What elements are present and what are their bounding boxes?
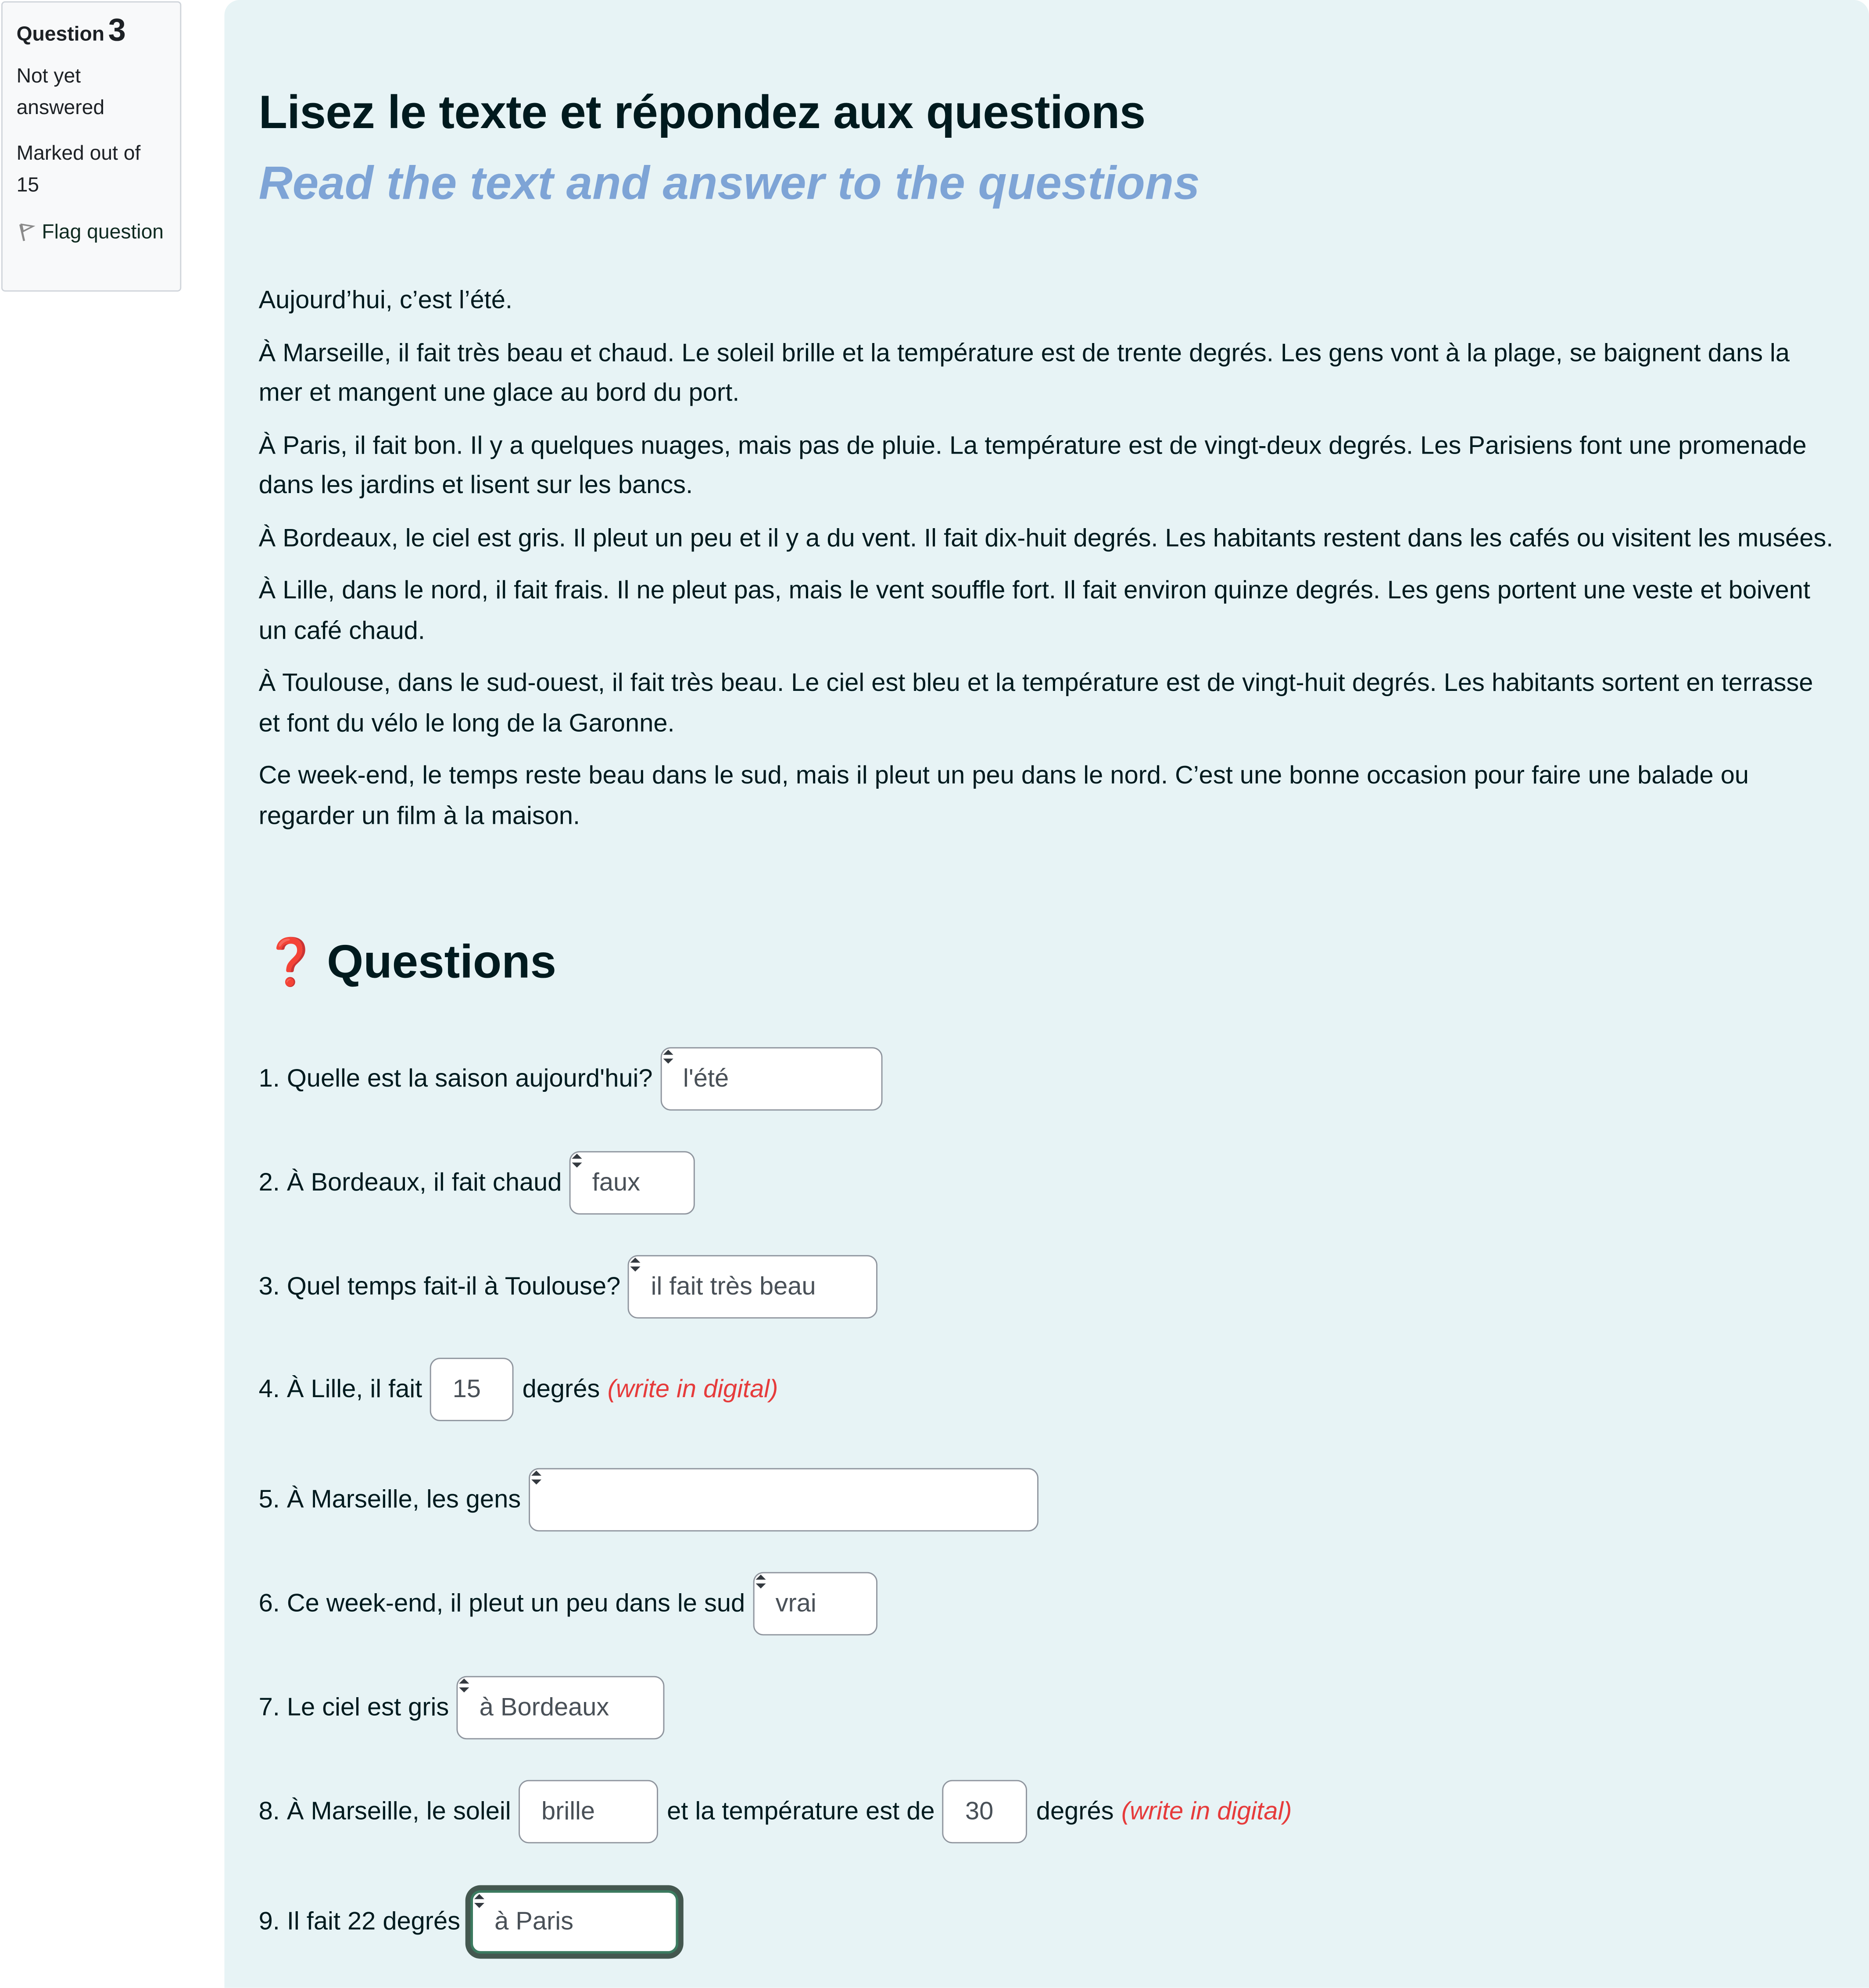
reading-text — [259, 282, 1837, 850]
question-content-panel — [225, 0, 1869, 1988]
question-row-4 — [259, 1358, 778, 1421]
paragraph: À Bordeaux, le ciel est gris. Il pleut un peu et il y a du vent. Il fait dix-huit degrés. Les habitants restent dans les cafés ou visitent les musées. — [258, 524, 1833, 552]
question-row-1 — [259, 1047, 882, 1111]
select-arrows-icon — [662, 1048, 674, 1066]
question-label: 6. Ce week-end, il pleut un peu dans le sud — [258, 1589, 745, 1617]
answer-select-5[interactable] — [528, 1468, 1038, 1532]
question-label: 8. À Marseille, le soleil — [258, 1797, 511, 1825]
input-value: 30 — [965, 1797, 994, 1825]
questions-heading-label: Questions — [327, 935, 557, 988]
question-row-7 — [259, 1676, 665, 1740]
answer-select-2[interactable] — [569, 1151, 695, 1215]
question-label: 1. Quelle est la saison aujourd'hui? — [258, 1064, 653, 1092]
select-value: à Bordeaux — [479, 1693, 609, 1721]
question-middle-text: et la température est de — [667, 1797, 935, 1825]
question-row-2 — [259, 1151, 695, 1215]
question-label: 3. Quel temps fait-il à Toulouse? — [258, 1272, 621, 1300]
question-mark-icon: ❓ — [262, 935, 319, 988]
select-arrows-icon — [754, 1573, 766, 1591]
select-arrows-icon — [629, 1256, 642, 1274]
question-state: Not yet answered — [16, 66, 105, 119]
question-label: 2. À Bordeaux, il fait chaud — [258, 1168, 562, 1196]
question-suffix: degrés — [522, 1375, 600, 1403]
answer-select-6[interactable] — [753, 1572, 877, 1636]
select-arrows-icon — [458, 1677, 471, 1695]
answer-input-8a[interactable] — [519, 1780, 658, 1844]
answer-input-8b[interactable] — [942, 1780, 1028, 1844]
paragraph: À Lille, dans le nord, il fait frais. Il ne pleut pas, mais le vent souffle fort. Il fait environ quinze degrés. Les gens portent une veste et boivent un café chaud. — [258, 576, 1811, 645]
question-row-5 — [259, 1468, 1038, 1532]
select-value: il fait très beau — [651, 1272, 816, 1300]
answer-select-7[interactable] — [457, 1676, 665, 1740]
select-arrows-icon — [571, 1152, 584, 1170]
hint-text: (write in digital) — [607, 1375, 778, 1403]
paragraph: À Paris, il fait bon. Il y a quelques nuages, mais pas de pluie. La température est de vingt-deux degrés. Les Parisiens font une promenade dans les jardins et lisent sur les bancs. — [258, 432, 1807, 500]
question-label: 5. À Marseille, les gens — [258, 1485, 521, 1513]
question-row-9 — [259, 1890, 679, 1954]
title-english: Read the text and answer to the questions — [258, 157, 1200, 209]
select-arrows-icon — [530, 1470, 542, 1487]
input-value: brille — [541, 1797, 595, 1825]
flag-icon — [17, 222, 42, 243]
question-label: 9. Il fait 22 degrés — [258, 1907, 461, 1935]
question-row-6 — [259, 1572, 877, 1636]
flag-label: Flag question — [42, 222, 164, 243]
hint-text: (write in digital) — [1121, 1797, 1292, 1825]
select-value: l'été — [683, 1064, 729, 1092]
question-suffix: degrés — [1036, 1797, 1114, 1825]
question-number-heading — [16, 12, 166, 51]
select-value: à Paris — [494, 1907, 574, 1935]
answer-select-3[interactable] — [628, 1255, 878, 1319]
paragraph: À Toulouse, dans le sud-ouest, il fait très beau. Le ciel est bleu et la température est de vingt-huit degrés. Les habitants sortent en terrasse et font du vélo le long de la Garonne. — [258, 669, 1813, 737]
paragraph: À Marseille, il fait très beau et chaud. Le soleil brille et la température est de trente degrés. Les gens vont à la plage, se baignent dans la mer et mangent une glace au bord du port. — [258, 339, 1790, 407]
paragraph: Ce week-end, le temps reste beau dans le sud, mais il pleut un peu dans le nord. C’est une bonne occasion pour faire une balade ou regarder un film à la maison. — [258, 762, 1749, 830]
select-value: faux — [592, 1168, 641, 1196]
question-row-3 — [259, 1255, 878, 1319]
question-grade: Marked out of 15 — [16, 143, 141, 197]
answer-select-9[interactable] — [470, 1890, 678, 1954]
question-info-box — [1, 1, 181, 292]
answer-input-4[interactable] — [430, 1358, 514, 1421]
questions-heading — [262, 936, 556, 989]
question-label: 4. À Lille, il fait — [258, 1375, 422, 1403]
question-row-8 — [259, 1780, 1292, 1844]
answer-select-1[interactable] — [660, 1047, 882, 1111]
title-french: Lisez le texte et répondez aux questions — [258, 86, 1146, 139]
question-number: 3 — [108, 12, 126, 48]
select-arrows-icon — [473, 1893, 486, 1910]
paragraph: Aujourd’hui, c’est l’été. — [258, 286, 512, 315]
select-value: vrai — [775, 1589, 816, 1617]
question-label: Question — [16, 24, 104, 46]
question-label: 7. Le ciel est gris — [258, 1693, 449, 1721]
flag-question-button[interactable] — [17, 217, 166, 248]
input-value: 15 — [452, 1375, 481, 1403]
